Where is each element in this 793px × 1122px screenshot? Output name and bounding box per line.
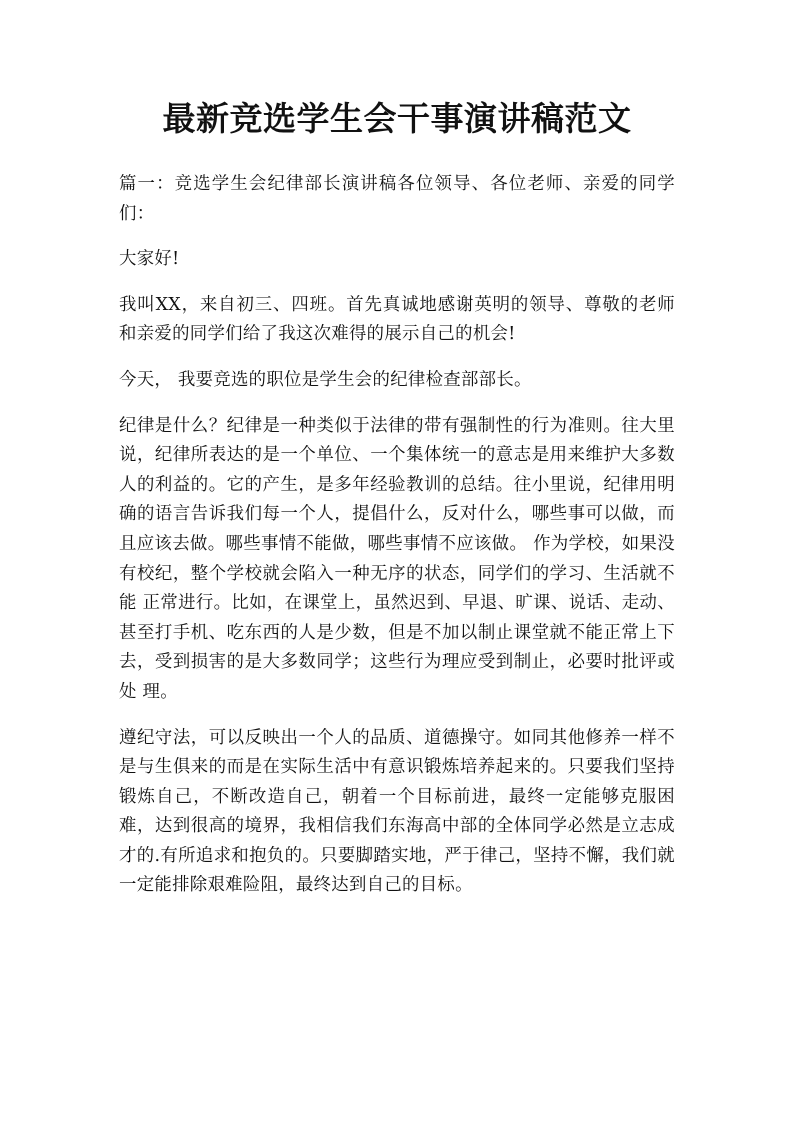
paragraph-discipline-character: 遵纪守法，可以反映出一个人的品质、道德操守。如同其他修养一样不是与生俱来的而是在实际生活中有意识锻炼培养起来的。只要我们坚持锻炼自己，不断改造自己，朝着一个目标前进，最终一定能够克服困难，达到很高的境界，我相信我们东海高中部的全体同学必然是立志成才的.有所追求和抱负的。只要脚踏实地，严于律己，坚持不懈，我们就一定能排除艰难险阻，最终达到自己的目标。 [119,727,675,896]
paragraph-self-introduction: 我叫XX，来自初三、四班。首先真诚地感谢英明的领导、尊敬的老师和亲爱的同学们给了我这次难得的展示自己的机会! [119,294,675,345]
paragraph-intro: 篇一：竞选学生会纪律部长演讲稿各位领导、各位老师、亲爱的同学们： [119,174,675,224]
paragraph-greeting: 大家好! [119,249,180,270]
paragraph-position: 今天， 我要竞选的职位是学生会的纪律检查部部长。 [119,369,532,390]
document-title: 最新竞选学生会干事演讲稿范文 [162,99,632,138]
document-body [119,170,675,901]
paragraph-discipline-definition: 纪律是什么？纪律是一种类似于法律的带有强制性的行为准则。往大里说，纪律所表达的是一个单位、一个集体统一的意志是用来维护大多数人的利益的。它的产生，是多年经验教训的总结。往小里说，纪律用明确的语言告诉我们每一个人，提倡什么，反对什么，哪些事可以做，而且应该去做。哪些事情不能做，哪些事情不应该做。 作为学校，如果没有校纪，整个学校就会陷入一种无序的状态，同学们的学习、生活就不能 正常进行。比如，在课堂上，虽然迟到、早退、旷课、说话、走动、甚至打手机、吃东西的人是少数，但是不加以制止课堂就不能正常上下去，受到损害的是大多数同学；这些行为理应受到制止，必要时批评或处 理。 [119,415,675,702]
